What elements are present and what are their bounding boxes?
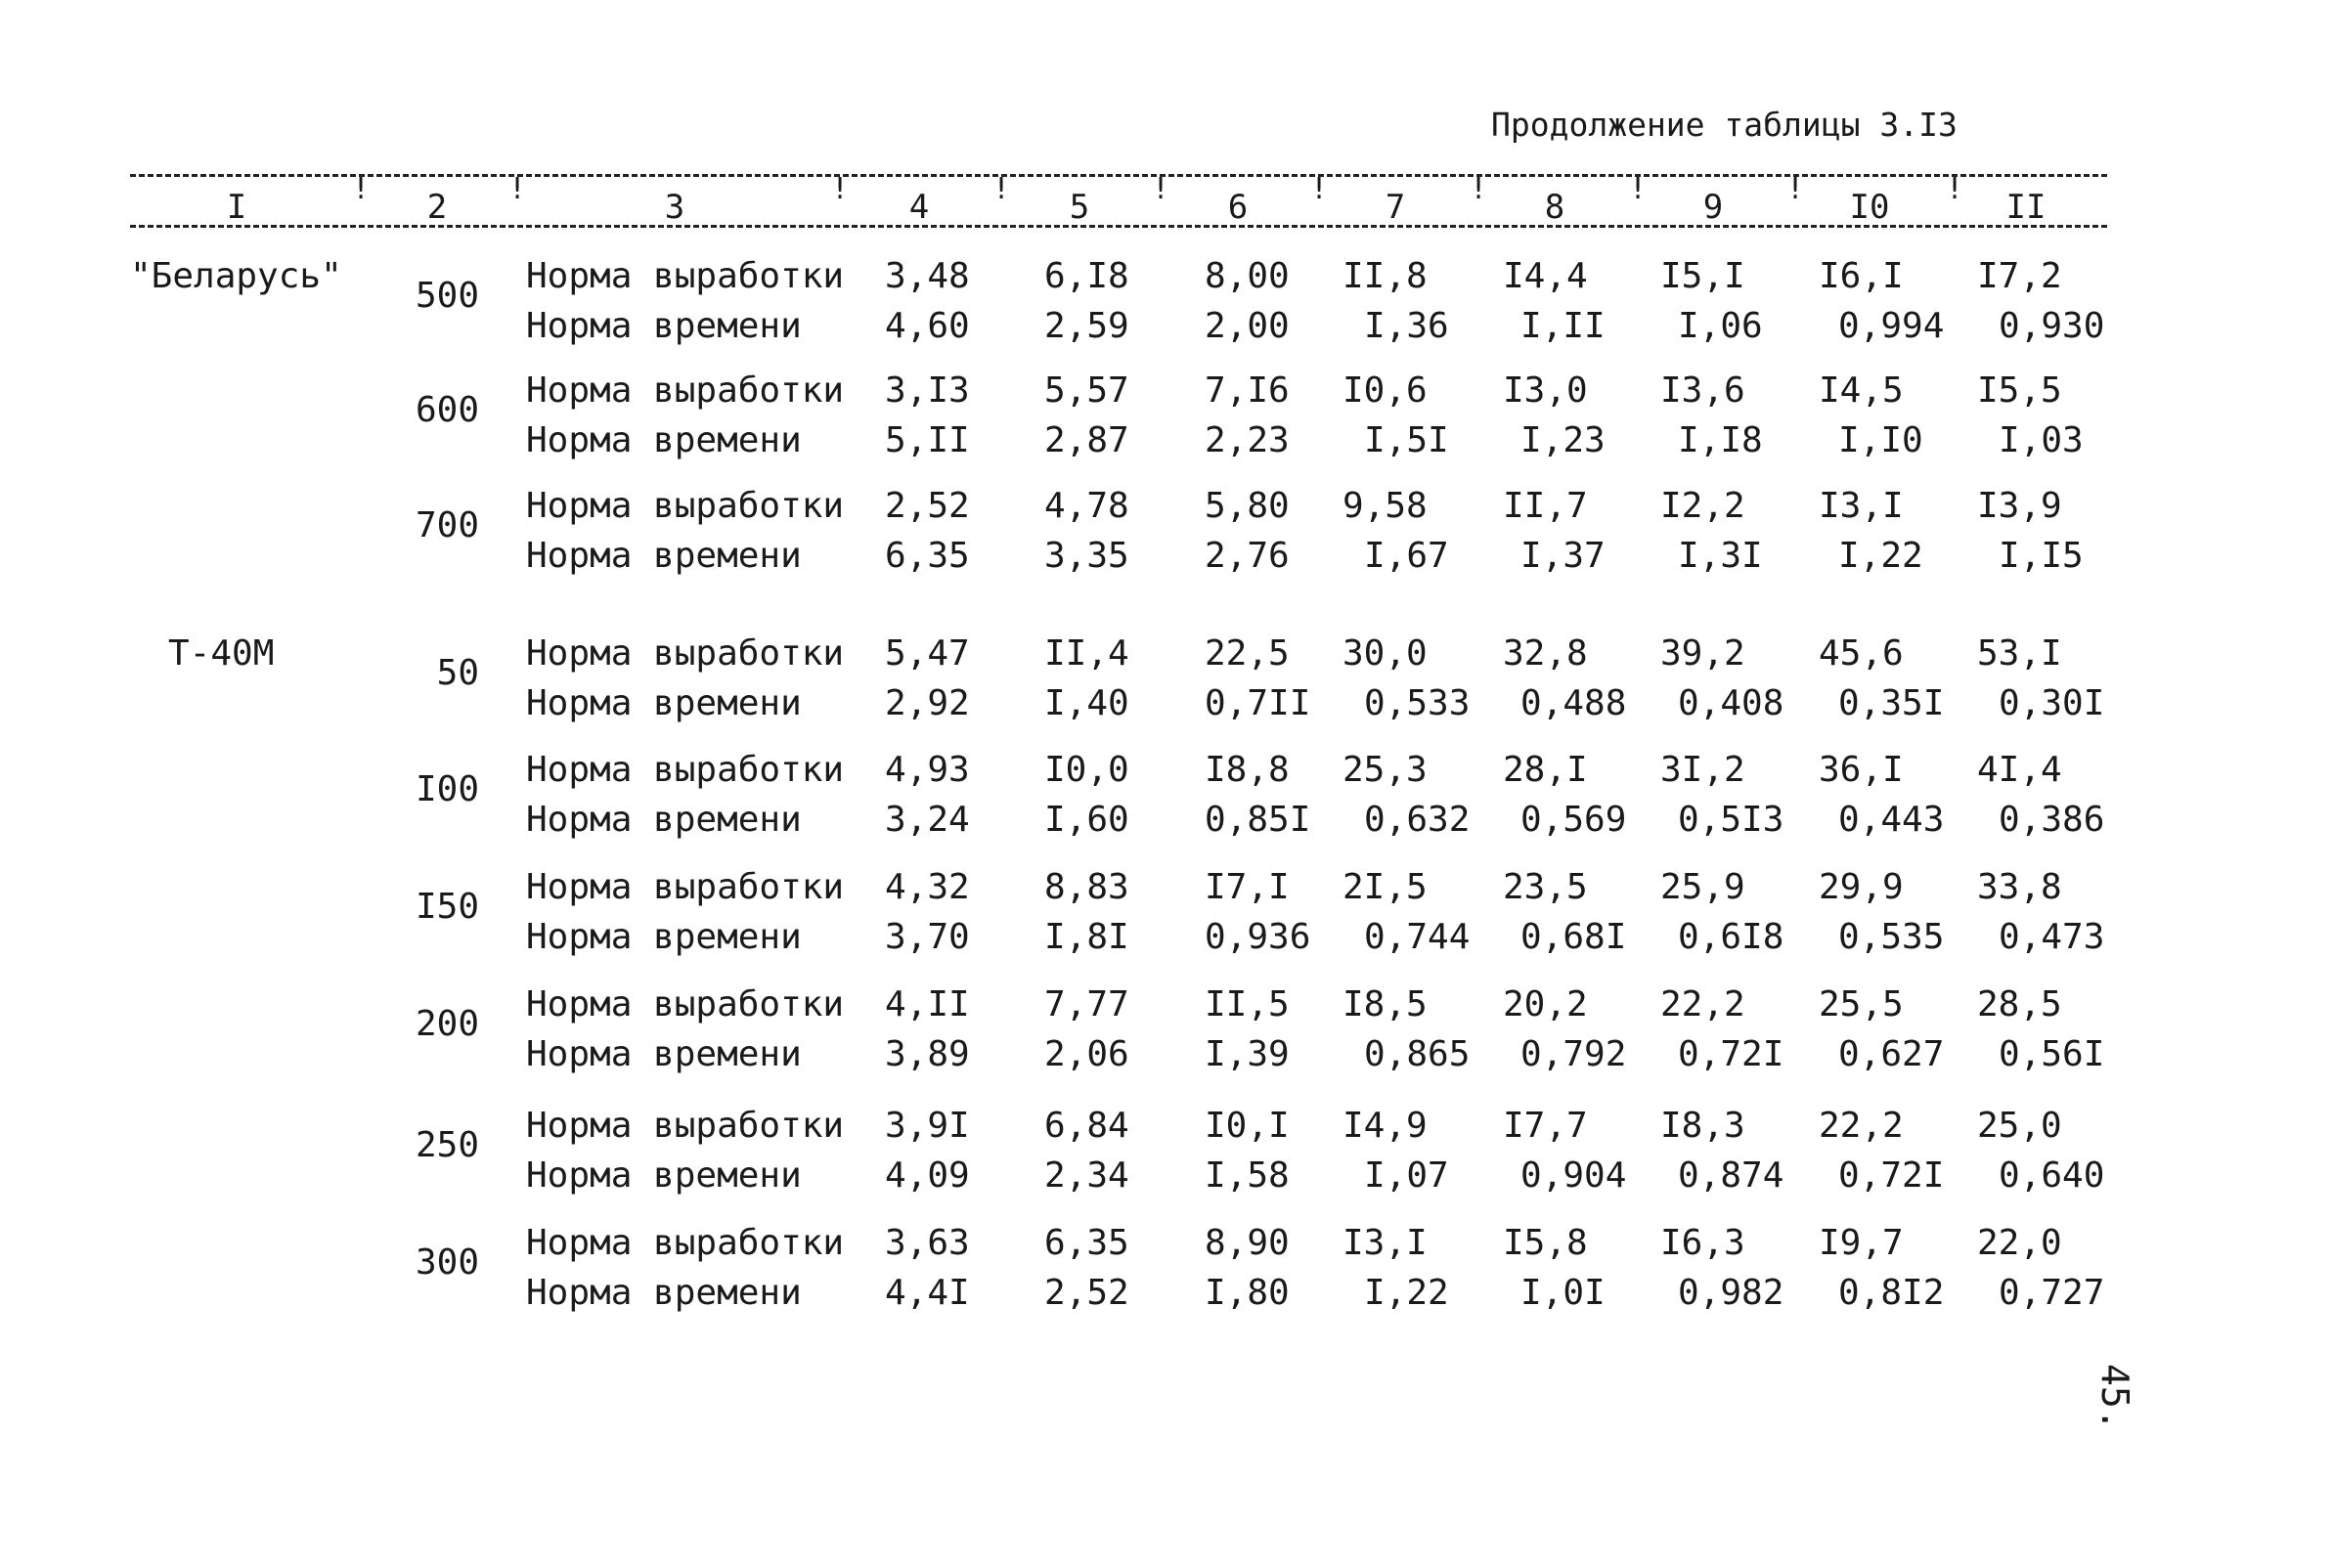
label-norma-vyrabotki: Норма выработки — [526, 486, 845, 526]
cell-vremya: 0,35I — [1838, 683, 1945, 723]
column-header-9: 9 — [1702, 188, 1724, 227]
row-param: I00 — [415, 769, 479, 809]
cell-vremya: 2,06 — [1044, 1034, 1129, 1074]
cell-vyrabotka: I3,9 — [1977, 486, 2062, 526]
cell-vremya: 0,874 — [1678, 1155, 1784, 1196]
column-header-6: 6 — [1227, 188, 1249, 227]
group-name: Т-40М — [168, 633, 275, 674]
cell-vyrabotka: I3,I — [1343, 1223, 1428, 1263]
cell-vremya: 6,35 — [885, 536, 970, 576]
cell-vyrabotka: 28,I — [1503, 750, 1588, 790]
cell-vremya: 0,5I3 — [1678, 800, 1784, 840]
cell-vremya: 3,89 — [885, 1034, 970, 1074]
column-separator: ! — [1946, 172, 1964, 206]
cell-vyrabotka: I3,0 — [1503, 370, 1588, 411]
cell-vremya: I,67 — [1364, 536, 1449, 576]
column-separator: ! — [1629, 172, 1648, 206]
row-param: 600 — [415, 390, 479, 430]
cell-vyrabotka: 25,0 — [1977, 1106, 2062, 1146]
cell-vyrabotka: 7,77 — [1044, 984, 1129, 1024]
label-norma-vyrabotki: Норма выработки — [526, 984, 845, 1024]
cell-vremya: I,60 — [1044, 800, 1129, 840]
cell-vyrabotka: I4,9 — [1343, 1106, 1428, 1146]
cell-vremya: I,58 — [1205, 1155, 1290, 1196]
column-header-4: 4 — [908, 188, 930, 227]
label-norma-vremeni: Норма времени — [526, 1155, 802, 1196]
cell-vyrabotka: 6,35 — [1044, 1223, 1129, 1263]
cell-vyrabotka: 2I,5 — [1343, 867, 1428, 907]
cell-vyrabotka: 3I,2 — [1660, 750, 1745, 790]
cell-vyrabotka: 22,0 — [1977, 1223, 2062, 1263]
cell-vremya: 0,68I — [1520, 917, 1627, 957]
cell-vyrabotka: 3,63 — [885, 1223, 970, 1263]
cell-vremya: I,I0 — [1838, 420, 1923, 460]
cell-vremya: 2,87 — [1044, 420, 1129, 460]
cell-vyrabotka: 25,5 — [1819, 984, 1904, 1024]
label-norma-vyrabotki: Норма выработки — [526, 633, 845, 674]
cell-vyrabotka: I0,0 — [1044, 750, 1129, 790]
label-norma-vyrabotki: Норма выработки — [526, 256, 845, 296]
cell-vyrabotka: 25,3 — [1343, 750, 1428, 790]
cell-vremya: 0,30I — [1999, 683, 2105, 723]
cell-vyrabotka: 3,9I — [885, 1106, 970, 1146]
cell-vremya: I,39 — [1205, 1034, 1290, 1074]
cell-vyrabotka: 28,5 — [1977, 984, 2062, 1024]
cell-vyrabotka: 5,47 — [885, 633, 970, 674]
cell-vremya: I,3I — [1678, 536, 1763, 576]
cell-vremya: I,I5 — [1999, 536, 2084, 576]
cell-vremya: I,80 — [1205, 1273, 1290, 1313]
cell-vyrabotka: I7,7 — [1503, 1106, 1588, 1146]
cell-vremya: I,8I — [1044, 917, 1129, 957]
cell-vyrabotka: 22,5 — [1205, 633, 1290, 674]
cell-vyrabotka: I5,8 — [1503, 1223, 1588, 1263]
cell-vyrabotka: 20,2 — [1503, 984, 1588, 1024]
cell-vyrabotka: 3,48 — [885, 256, 970, 296]
cell-vyrabotka: I2,2 — [1660, 486, 1745, 526]
cell-vyrabotka: II,5 — [1205, 984, 1290, 1024]
cell-vremya: 3,35 — [1044, 536, 1129, 576]
cell-vremya: 0,56I — [1999, 1034, 2105, 1074]
cell-vyrabotka: 22,2 — [1660, 984, 1745, 1024]
cell-vyrabotka: I8,8 — [1205, 750, 1290, 790]
table-caption: Продолжение таблицы 3.I3 — [1491, 106, 1958, 144]
cell-vyrabotka: II,7 — [1503, 486, 1588, 526]
cell-vyrabotka: 4,78 — [1044, 486, 1129, 526]
cell-vremya: I,22 — [1838, 536, 1923, 576]
cell-vyrabotka: I4,4 — [1503, 256, 1588, 296]
label-norma-vremeni: Норма времени — [526, 1273, 802, 1313]
cell-vyrabotka: II,8 — [1343, 256, 1428, 296]
cell-vremya: 3,70 — [885, 917, 970, 957]
cell-vremya: I,22 — [1364, 1273, 1449, 1313]
cell-vyrabotka: 8,90 — [1205, 1223, 1290, 1263]
cell-vremya: 0,72I — [1678, 1034, 1784, 1074]
column-header-8: 8 — [1544, 188, 1565, 227]
cell-vyrabotka: 7,I6 — [1205, 370, 1290, 411]
cell-vremya: 0,6I8 — [1678, 917, 1784, 957]
cell-vremya: 0,8I2 — [1838, 1273, 1945, 1313]
header-rule-top — [130, 174, 2107, 177]
cell-vremya: 0,994 — [1838, 306, 1945, 346]
label-norma-vyrabotki: Норма выработки — [526, 1106, 845, 1146]
cell-vyrabotka: 6,84 — [1044, 1106, 1129, 1146]
column-header-1: I — [226, 188, 247, 227]
cell-vremya: 0,535 — [1838, 917, 1945, 957]
cell-vremya: 0,982 — [1678, 1273, 1784, 1313]
cell-vyrabotka: I8,5 — [1343, 984, 1428, 1024]
column-separator: ! — [508, 172, 527, 206]
row-param: 300 — [415, 1242, 479, 1283]
label-norma-vyrabotki: Норма выработки — [526, 370, 845, 411]
cell-vremya: 0,865 — [1364, 1034, 1471, 1074]
cell-vremya: I,I8 — [1678, 420, 1763, 460]
cell-vremya: 0,627 — [1838, 1034, 1945, 1074]
cell-vyrabotka: 8,00 — [1205, 256, 1290, 296]
column-header-11: II — [2005, 188, 2047, 227]
label-norma-vremeni: Норма времени — [526, 306, 802, 346]
cell-vremya: 2,59 — [1044, 306, 1129, 346]
cell-vyrabotka: 4,93 — [885, 750, 970, 790]
column-header-5: 5 — [1069, 188, 1090, 227]
cell-vyrabotka: 3,I3 — [885, 370, 970, 411]
row-param: 700 — [415, 505, 479, 545]
cell-vremya: I,II — [1520, 306, 1606, 346]
row-param: 250 — [415, 1125, 479, 1165]
cell-vremya: 2,00 — [1205, 306, 1290, 346]
column-separator: ! — [1152, 172, 1170, 206]
cell-vyrabotka: I5,I — [1660, 256, 1745, 296]
group-name: "Беларусь" — [130, 256, 342, 296]
cell-vyrabotka: 29,9 — [1819, 867, 1904, 907]
cell-vremya: I,07 — [1364, 1155, 1449, 1196]
cell-vyrabotka: 32,8 — [1503, 633, 1588, 674]
row-param: 200 — [415, 1004, 479, 1044]
cell-vyrabotka: 6,I8 — [1044, 256, 1129, 296]
column-separator: ! — [831, 172, 850, 206]
column-separator: ! — [1786, 172, 1805, 206]
column-header-2: 2 — [426, 188, 448, 227]
cell-vremya: 0,443 — [1838, 800, 1945, 840]
cell-vyrabotka: I6,I — [1819, 256, 1904, 296]
cell-vyrabotka: 8,83 — [1044, 867, 1129, 907]
cell-vremya: 4,60 — [885, 306, 970, 346]
cell-vremya: 0,792 — [1520, 1034, 1627, 1074]
column-separator: ! — [352, 172, 371, 206]
label-norma-vremeni: Норма времени — [526, 917, 802, 957]
column-separator: ! — [1310, 172, 1329, 206]
cell-vyrabotka: I6,3 — [1660, 1223, 1745, 1263]
cell-vremya: 2,92 — [885, 683, 970, 723]
column-separator: ! — [992, 172, 1011, 206]
cell-vyrabotka: 45,6 — [1819, 633, 1904, 674]
cell-vyrabotka: 4,II — [885, 984, 970, 1024]
cell-vremya: 5,II — [885, 420, 970, 460]
cell-vremya: 2,52 — [1044, 1273, 1129, 1313]
label-norma-vyrabotki: Норма выработки — [526, 1223, 845, 1263]
cell-vyrabotka: 22,2 — [1819, 1106, 1904, 1146]
cell-vremya: I,0I — [1520, 1273, 1606, 1313]
cell-vyrabotka: II,4 — [1044, 633, 1129, 674]
label-norma-vremeni: Норма времени — [526, 800, 802, 840]
cell-vyrabotka: I0,6 — [1343, 370, 1428, 411]
column-header-7: 7 — [1385, 188, 1406, 227]
cell-vremya: I,03 — [1999, 420, 2084, 460]
label-norma-vremeni: Норма времени — [526, 1034, 802, 1074]
label-norma-vremeni: Норма времени — [526, 420, 802, 460]
row-param: 500 — [415, 276, 479, 316]
cell-vremya: 4,09 — [885, 1155, 970, 1196]
cell-vyrabotka: 53,I — [1977, 633, 2062, 674]
cell-vremya: 0,386 — [1999, 800, 2105, 840]
cell-vyrabotka: I7,I — [1205, 867, 1290, 907]
cell-vyrabotka: 33,8 — [1977, 867, 2062, 907]
cell-vyrabotka: 4I,4 — [1977, 750, 2062, 790]
cell-vyrabotka: I3,I — [1819, 486, 1904, 526]
cell-vremya: 0,533 — [1364, 683, 1471, 723]
label-norma-vremeni: Норма времени — [526, 536, 802, 576]
cell-vyrabotka: I9,7 — [1819, 1223, 1904, 1263]
label-norma-vremeni: Норма времени — [526, 683, 802, 723]
cell-vyrabotka: 4,32 — [885, 867, 970, 907]
cell-vremya: 0,632 — [1364, 800, 1471, 840]
cell-vremya: 2,76 — [1205, 536, 1290, 576]
cell-vremya: 0,727 — [1999, 1273, 2105, 1313]
cell-vremya: 0,744 — [1364, 917, 1471, 957]
cell-vyrabotka: 36,I — [1819, 750, 1904, 790]
cell-vremya: 4,4I — [885, 1273, 970, 1313]
row-param: 50 — [436, 653, 479, 693]
cell-vremya: I,5I — [1364, 420, 1449, 460]
cell-vremya: 0,72I — [1838, 1155, 1945, 1196]
cell-vyrabotka: I3,6 — [1660, 370, 1745, 411]
page-number: 45. — [2093, 1364, 2136, 1431]
row-param: I50 — [415, 887, 479, 927]
cell-vremya: I,37 — [1520, 536, 1606, 576]
cell-vyrabotka: 25,9 — [1660, 867, 1745, 907]
cell-vremya: 0,904 — [1520, 1155, 1627, 1196]
cell-vremya: I,36 — [1364, 306, 1449, 346]
cell-vremya: 3,24 — [885, 800, 970, 840]
cell-vremya: 0,488 — [1520, 683, 1627, 723]
cell-vyrabotka: 5,80 — [1205, 486, 1290, 526]
cell-vyrabotka: I0,I — [1205, 1106, 1290, 1146]
cell-vyrabotka: 2,52 — [885, 486, 970, 526]
cell-vremya: 0,930 — [1999, 306, 2105, 346]
cell-vyrabotka: I5,5 — [1977, 370, 2062, 411]
cell-vyrabotka: 23,5 — [1503, 867, 1588, 907]
cell-vremya: 0,473 — [1999, 917, 2105, 957]
cell-vyrabotka: 39,2 — [1660, 633, 1745, 674]
cell-vremya: 0,85I — [1205, 800, 1311, 840]
cell-vyrabotka: I7,2 — [1977, 256, 2062, 296]
cell-vremya: 2,34 — [1044, 1155, 1129, 1196]
column-separator: ! — [1470, 172, 1488, 206]
label-norma-vyrabotki: Норма выработки — [526, 867, 845, 907]
column-header-3: 3 — [664, 188, 685, 227]
cell-vremya: 0,569 — [1520, 800, 1627, 840]
cell-vyrabotka: I4,5 — [1819, 370, 1904, 411]
cell-vremya: I,06 — [1678, 306, 1763, 346]
cell-vremya: I,40 — [1044, 683, 1129, 723]
cell-vremya: I,23 — [1520, 420, 1606, 460]
label-norma-vyrabotki: Норма выработки — [526, 750, 845, 790]
cell-vyrabotka: 30,0 — [1343, 633, 1428, 674]
column-header-10: I0 — [1849, 188, 1890, 227]
cell-vyrabotka: 5,57 — [1044, 370, 1129, 411]
cell-vyrabotka: 9,58 — [1343, 486, 1428, 526]
cell-vremya: 0,640 — [1999, 1155, 2105, 1196]
cell-vyrabotka: I8,3 — [1660, 1106, 1745, 1146]
cell-vremya: 0,408 — [1678, 683, 1784, 723]
cell-vremya: 0,936 — [1205, 917, 1311, 957]
cell-vremya: 2,23 — [1205, 420, 1290, 460]
cell-vremya: 0,7II — [1205, 683, 1311, 723]
